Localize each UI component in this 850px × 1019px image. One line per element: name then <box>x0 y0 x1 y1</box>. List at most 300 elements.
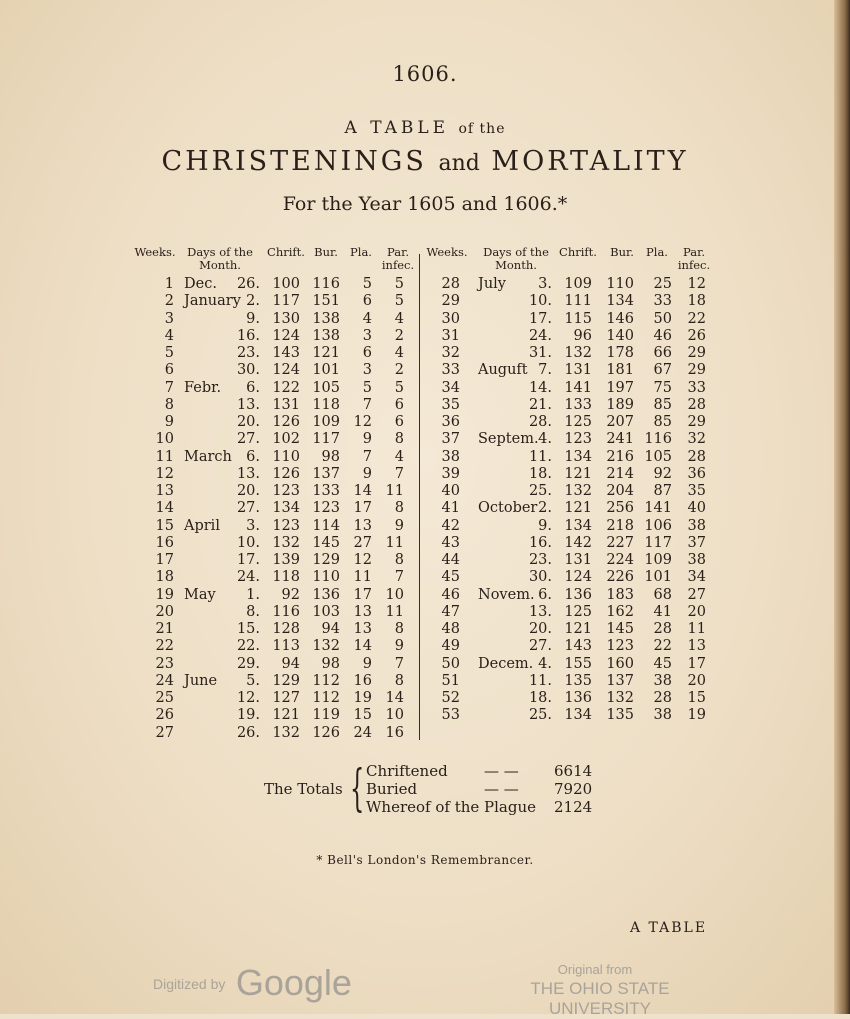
table-row <box>136 638 416 655</box>
cell-par: 8 <box>394 431 404 448</box>
cell-par: 10 <box>385 707 404 724</box>
cell-par: 11 <box>385 603 404 620</box>
catchword: A TABLE <box>630 920 708 936</box>
table-row <box>426 431 716 448</box>
cell-day: 25. <box>528 483 552 499</box>
cell-par: 10 <box>385 586 404 603</box>
cell-pla: 6 <box>362 345 372 361</box>
cell-pla: 87 <box>653 483 672 499</box>
cell-christ: 127 <box>272 690 300 706</box>
cell-month: July <box>478 276 506 292</box>
table-row <box>426 569 716 586</box>
table-row <box>426 500 716 517</box>
cell-bur: 117 <box>312 431 340 448</box>
cell-bur: 137 <box>606 672 634 689</box>
cell-week: 4 <box>164 327 174 344</box>
cell-day: 8. <box>246 603 260 620</box>
cell-pla: 5 <box>362 276 372 292</box>
header-christ-right: Chrift. <box>559 245 597 259</box>
cell-week: 25 <box>155 690 174 706</box>
cell-pla: 19 <box>353 690 372 706</box>
cell-par: 26 <box>687 327 706 344</box>
cell-christ: 111 <box>564 293 592 310</box>
cell-day: 24. <box>528 327 552 344</box>
totals-dash: — — <box>484 762 519 780</box>
cell-pla: 13 <box>353 603 372 620</box>
cell-christ: 124 <box>564 569 592 586</box>
cell-week: 13 <box>155 483 174 499</box>
cell-par: 20 <box>687 603 706 620</box>
table-row <box>136 414 416 431</box>
cell-christ: 100 <box>272 276 300 292</box>
cell-pla: 9 <box>362 465 372 482</box>
table-row <box>426 707 716 724</box>
cell-day: 24. <box>236 569 260 586</box>
cell-christ: 136 <box>564 586 592 603</box>
cell-bur: 112 <box>312 672 340 689</box>
cell-par: 38 <box>687 517 706 534</box>
cell-week: 39 <box>441 465 460 482</box>
cell-day: 25. <box>528 707 552 724</box>
table-row <box>426 397 716 414</box>
table-right-half <box>426 276 716 725</box>
title-a-table: A TABLE <box>344 118 450 138</box>
totals-block <box>264 759 624 822</box>
cell-christ: 121 <box>272 707 300 724</box>
cell-bur: 207 <box>606 414 634 430</box>
totals-plague-row <box>366 798 626 816</box>
cell-bur: 181 <box>606 362 634 379</box>
title-line-2 <box>0 146 850 177</box>
cell-day: 6. <box>246 448 260 465</box>
cell-par: 17 <box>687 655 706 672</box>
cell-day: 13. <box>236 396 260 413</box>
cell-week: 9 <box>164 414 174 430</box>
cell-par: 7 <box>394 569 404 586</box>
cell-week: 6 <box>164 362 174 379</box>
cell-christ: 132 <box>564 345 592 361</box>
cell-day: 26. <box>236 276 260 292</box>
cell-christ: 125 <box>564 414 592 430</box>
cell-christ: 122 <box>272 379 300 396</box>
cell-day: 22. <box>236 638 260 655</box>
cell-day: 3. <box>246 517 260 534</box>
footnote: * Bell's London's Remembrancer. <box>316 853 534 867</box>
title-year: For the Year 1605 and 1606.* <box>282 193 568 215</box>
cell-christ: 134 <box>564 707 592 724</box>
header-weeks-left: Weeks. <box>134 245 176 259</box>
totals-plague-value: 2124 <box>554 798 593 816</box>
cell-bur: 138 <box>312 310 340 327</box>
cell-week: 21 <box>155 621 174 637</box>
table-row <box>136 276 416 293</box>
cell-week: 2 <box>164 293 174 310</box>
cell-christ: 143 <box>272 345 300 361</box>
cell-christ: 155 <box>564 655 592 672</box>
cell-christ: 134 <box>564 517 592 534</box>
cell-par: 40 <box>687 500 706 517</box>
table-row <box>426 604 716 621</box>
table-row <box>426 380 716 397</box>
cell-christ: 96 <box>573 327 592 344</box>
cell-week: 34 <box>441 379 460 396</box>
cell-christ: 121 <box>564 465 592 482</box>
cell-par: 2 <box>394 362 404 379</box>
table-row <box>136 449 416 466</box>
cell-bur: 197 <box>606 379 634 396</box>
cell-week: 41 <box>441 500 460 517</box>
cell-christ: 126 <box>272 465 300 482</box>
table-row <box>136 621 416 638</box>
cell-week: 31 <box>441 327 460 344</box>
cell-bur: 227 <box>606 534 634 551</box>
cell-pla: 4 <box>362 310 372 327</box>
cell-par: 19 <box>687 707 706 724</box>
cell-pla: 17 <box>353 586 372 603</box>
cell-day: 19. <box>236 707 260 724</box>
cell-par: 33 <box>687 379 706 396</box>
cell-bur: 160 <box>606 655 634 672</box>
cell-christ: 134 <box>272 500 300 517</box>
cell-week: 44 <box>441 552 460 568</box>
cell-week: 7 <box>164 379 174 396</box>
cell-pla: 24 <box>353 724 372 741</box>
cell-pla: 85 <box>653 396 672 413</box>
header-pla-right: Pla. <box>646 245 668 259</box>
cell-month: May <box>184 586 216 603</box>
cell-day: 29. <box>236 655 260 672</box>
cell-christ: 131 <box>564 552 592 568</box>
cell-week: 23 <box>155 655 174 672</box>
cell-par: 5 <box>394 276 404 292</box>
cell-day: 20. <box>236 414 260 430</box>
cell-day: 11. <box>528 448 552 465</box>
cell-par: 29 <box>687 362 706 379</box>
original-from-watermark <box>480 962 720 1019</box>
cell-par: 16 <box>385 724 404 741</box>
cell-pla: 14 <box>353 483 372 499</box>
cell-week: 17 <box>155 552 174 568</box>
cell-week: 48 <box>441 621 460 637</box>
table-row <box>426 414 716 431</box>
cell-bur: 98 <box>321 655 340 672</box>
cell-week: 29 <box>441 293 460 310</box>
cell-christ: 123 <box>272 517 300 534</box>
cell-day: 16. <box>528 534 552 551</box>
cell-week: 49 <box>441 638 460 655</box>
cell-pla: 141 <box>644 500 672 517</box>
cell-pla: 16 <box>353 672 372 689</box>
cell-bur: 98 <box>321 448 340 465</box>
cell-pla: 92 <box>653 465 672 482</box>
cell-week: 30 <box>441 310 460 327</box>
table-row <box>426 466 716 483</box>
cell-day: 6. <box>538 586 552 603</box>
cell-christ: 128 <box>272 621 300 637</box>
totals-buried-label: Buried <box>366 780 418 798</box>
cell-bur: 138 <box>312 327 340 344</box>
cell-par: 11 <box>385 483 404 499</box>
cell-christ: 92 <box>281 586 300 603</box>
cell-christ: 125 <box>564 603 592 620</box>
cell-par: 27 <box>687 586 706 603</box>
cell-bur: 183 <box>606 586 634 603</box>
cell-bur: 118 <box>312 396 340 413</box>
cell-par: 13 <box>687 638 706 655</box>
cell-week: 53 <box>441 707 460 724</box>
header-par-right: Par. infec. <box>677 245 711 272</box>
table-row <box>426 552 716 569</box>
cell-bur: 145 <box>606 621 634 637</box>
cell-day: 15. <box>236 621 260 637</box>
cell-bur: 132 <box>312 638 340 655</box>
cell-week: 43 <box>441 534 460 551</box>
table-row <box>136 397 416 414</box>
cell-day: 28. <box>528 414 552 430</box>
header-days-left: Days of the Month. <box>187 245 253 272</box>
cell-par: 29 <box>687 414 706 430</box>
cell-par: 22 <box>687 310 706 327</box>
cell-par: 18 <box>687 293 706 310</box>
cell-bur: 146 <box>606 310 634 327</box>
cell-christ: 136 <box>564 690 592 706</box>
cell-pla: 46 <box>653 327 672 344</box>
title-and: and <box>438 151 480 176</box>
cell-pla: 45 <box>653 655 672 672</box>
cell-week: 40 <box>441 483 460 499</box>
cell-pla: 38 <box>653 707 672 724</box>
cell-day: 4. <box>538 431 552 448</box>
cell-bur: 123 <box>606 638 634 655</box>
table-row <box>426 621 716 638</box>
table-row <box>426 293 716 310</box>
cell-pla: 3 <box>362 327 372 344</box>
cell-week: 37 <box>441 431 460 448</box>
cell-day: 1. <box>246 586 260 603</box>
cell-christ: 109 <box>564 276 592 292</box>
cell-bur: 145 <box>312 534 340 551</box>
cell-day: 30. <box>528 569 552 586</box>
cell-week: 11 <box>155 448 174 465</box>
cell-week: 12 <box>155 465 174 482</box>
cell-bur: 105 <box>312 379 340 396</box>
title-mortality: MORTALITY <box>491 146 689 177</box>
cell-christ: 123 <box>564 431 592 448</box>
table-row <box>136 293 416 310</box>
cell-par: 38 <box>687 552 706 568</box>
table-row <box>426 638 716 655</box>
cell-week: 14 <box>155 500 174 517</box>
table-row <box>136 535 416 552</box>
cell-bur: 136 <box>312 586 340 603</box>
totals-dash: — — <box>484 780 519 798</box>
cell-pla: 9 <box>362 655 372 672</box>
header-pla-left: Pla. <box>350 245 372 259</box>
cell-bur: 103 <box>312 603 340 620</box>
cell-pla: 50 <box>653 310 672 327</box>
mortality-table <box>136 246 716 746</box>
cell-week: 52 <box>441 690 460 706</box>
cell-week: 50 <box>441 655 460 672</box>
cell-bur: 101 <box>312 362 340 379</box>
google-logo: Google <box>235 962 352 1003</box>
cell-pla: 3 <box>362 362 372 379</box>
cell-par: 4 <box>394 310 404 327</box>
totals-buried-value: 7920 <box>554 780 593 798</box>
table-row <box>136 328 416 345</box>
cell-christ: 94 <box>281 655 300 672</box>
cell-par: 11 <box>687 621 706 637</box>
cell-bur: 116 <box>312 276 340 292</box>
cell-pla: 117 <box>644 534 672 551</box>
cell-month: Novem. <box>478 586 535 603</box>
cell-pla: 12 <box>353 552 372 568</box>
cell-christ: 124 <box>272 362 300 379</box>
cell-day: 14. <box>528 379 552 396</box>
cell-day: 6. <box>246 379 260 396</box>
cell-month: April <box>184 517 220 534</box>
cell-pla: 85 <box>653 414 672 430</box>
table-row <box>136 690 416 707</box>
table-row <box>426 276 716 293</box>
cell-christ: 133 <box>564 396 592 413</box>
cell-bur: 123 <box>312 500 340 517</box>
cell-christ: 131 <box>564 362 592 379</box>
cell-week: 24 <box>155 672 174 689</box>
cell-bur: 110 <box>312 569 340 586</box>
cell-bur: 224 <box>606 552 634 568</box>
cell-week: 51 <box>441 672 460 689</box>
cell-par: 36 <box>687 465 706 482</box>
cell-bur: 134 <box>606 293 634 310</box>
cell-pla: 11 <box>353 569 372 586</box>
header-christ-left: Chrift. <box>267 245 305 259</box>
cell-month: Febr. <box>184 379 222 396</box>
cell-month: June <box>184 672 218 689</box>
table-row <box>136 569 416 586</box>
totals-christened-label: Chriftened <box>366 762 448 780</box>
cell-par: 8 <box>394 672 404 689</box>
cell-bur: 132 <box>606 690 634 706</box>
totals-label: The Totals <box>264 780 343 798</box>
cell-bur: 204 <box>606 483 634 499</box>
cell-week: 42 <box>441 517 460 534</box>
cell-pla: 101 <box>644 569 672 586</box>
cell-day: 30. <box>236 362 260 379</box>
cell-christ: 142 <box>564 534 592 551</box>
cell-day: 13. <box>236 465 260 482</box>
cell-pla: 66 <box>653 345 672 361</box>
table-row <box>426 656 716 673</box>
cell-week: 3 <box>164 310 174 327</box>
cell-pla: 25 <box>653 276 672 292</box>
cell-bur: 218 <box>606 517 634 534</box>
cell-pla: 7 <box>362 396 372 413</box>
cell-week: 10 <box>155 431 174 448</box>
cell-christ: 132 <box>272 724 300 741</box>
cell-week: 35 <box>441 396 460 413</box>
cell-bur: 256 <box>606 500 634 517</box>
cell-bur: 216 <box>606 448 634 465</box>
cell-pla: 17 <box>353 500 372 517</box>
table-row <box>426 483 716 500</box>
cell-christ: 134 <box>564 448 592 465</box>
cell-bur: 114 <box>312 517 340 534</box>
cell-day: 9. <box>538 517 552 534</box>
cell-day: 7. <box>538 362 552 379</box>
cell-week: 5 <box>164 345 174 361</box>
cell-day: 17. <box>236 552 260 568</box>
totals-brace: { <box>350 759 365 817</box>
cell-par: 15 <box>687 690 706 706</box>
cell-pla: 6 <box>362 293 372 310</box>
table-row <box>136 604 416 621</box>
cell-par: 8 <box>394 621 404 637</box>
cell-par: 9 <box>394 517 404 534</box>
cell-par: 4 <box>394 448 404 465</box>
column-divider <box>419 254 420 740</box>
cell-pla: 33 <box>653 293 672 310</box>
cell-pla: 67 <box>653 362 672 379</box>
cell-christ: 123 <box>272 483 300 499</box>
table-row <box>426 690 716 707</box>
header-bur-left: Bur. <box>314 245 338 259</box>
cell-par: 32 <box>687 431 706 448</box>
cell-par: 5 <box>394 379 404 396</box>
cell-christ: 131 <box>272 396 300 413</box>
cell-day: 3. <box>538 276 552 292</box>
cell-christ: 110 <box>272 448 300 465</box>
cell-day: 9. <box>246 310 260 327</box>
cell-pla: 27 <box>353 534 372 551</box>
cell-pla: 109 <box>644 552 672 568</box>
cell-day: 16. <box>236 327 260 344</box>
table-row <box>426 345 716 362</box>
cell-day: 27. <box>236 500 260 517</box>
cell-day: 18. <box>528 690 552 706</box>
cell-pla: 7 <box>362 448 372 465</box>
header-par-left: Par. infec. <box>381 245 415 272</box>
cell-pla: 116 <box>644 431 672 448</box>
cell-christ: 118 <box>272 569 300 586</box>
cell-par: 11 <box>385 534 404 551</box>
cell-week: 1 <box>164 276 174 292</box>
cell-day: 10. <box>528 293 552 310</box>
cell-bur: 214 <box>606 465 634 482</box>
cell-pla: 28 <box>653 621 672 637</box>
cell-bur: 140 <box>606 327 634 344</box>
table-row <box>136 311 416 328</box>
cell-bur: 137 <box>312 465 340 482</box>
table-row <box>136 587 416 604</box>
cell-month: October <box>478 500 538 517</box>
totals-plague-label: Whereof of the Plague <box>366 798 537 816</box>
table-row <box>426 587 716 604</box>
cell-pla: 41 <box>653 603 672 620</box>
table-row <box>426 673 716 690</box>
cell-christ: 132 <box>564 483 592 499</box>
cell-par: 4 <box>394 345 404 361</box>
cell-par: 5 <box>394 293 404 310</box>
table-row <box>136 380 416 397</box>
totals-christened-row <box>366 762 626 780</box>
table-row <box>426 311 716 328</box>
cell-month: March <box>184 448 232 465</box>
cell-par: 14 <box>385 690 404 706</box>
cell-bur: 135 <box>606 707 634 724</box>
table-row <box>136 552 416 569</box>
title-christenings: CHRISTENINGS <box>161 146 427 177</box>
